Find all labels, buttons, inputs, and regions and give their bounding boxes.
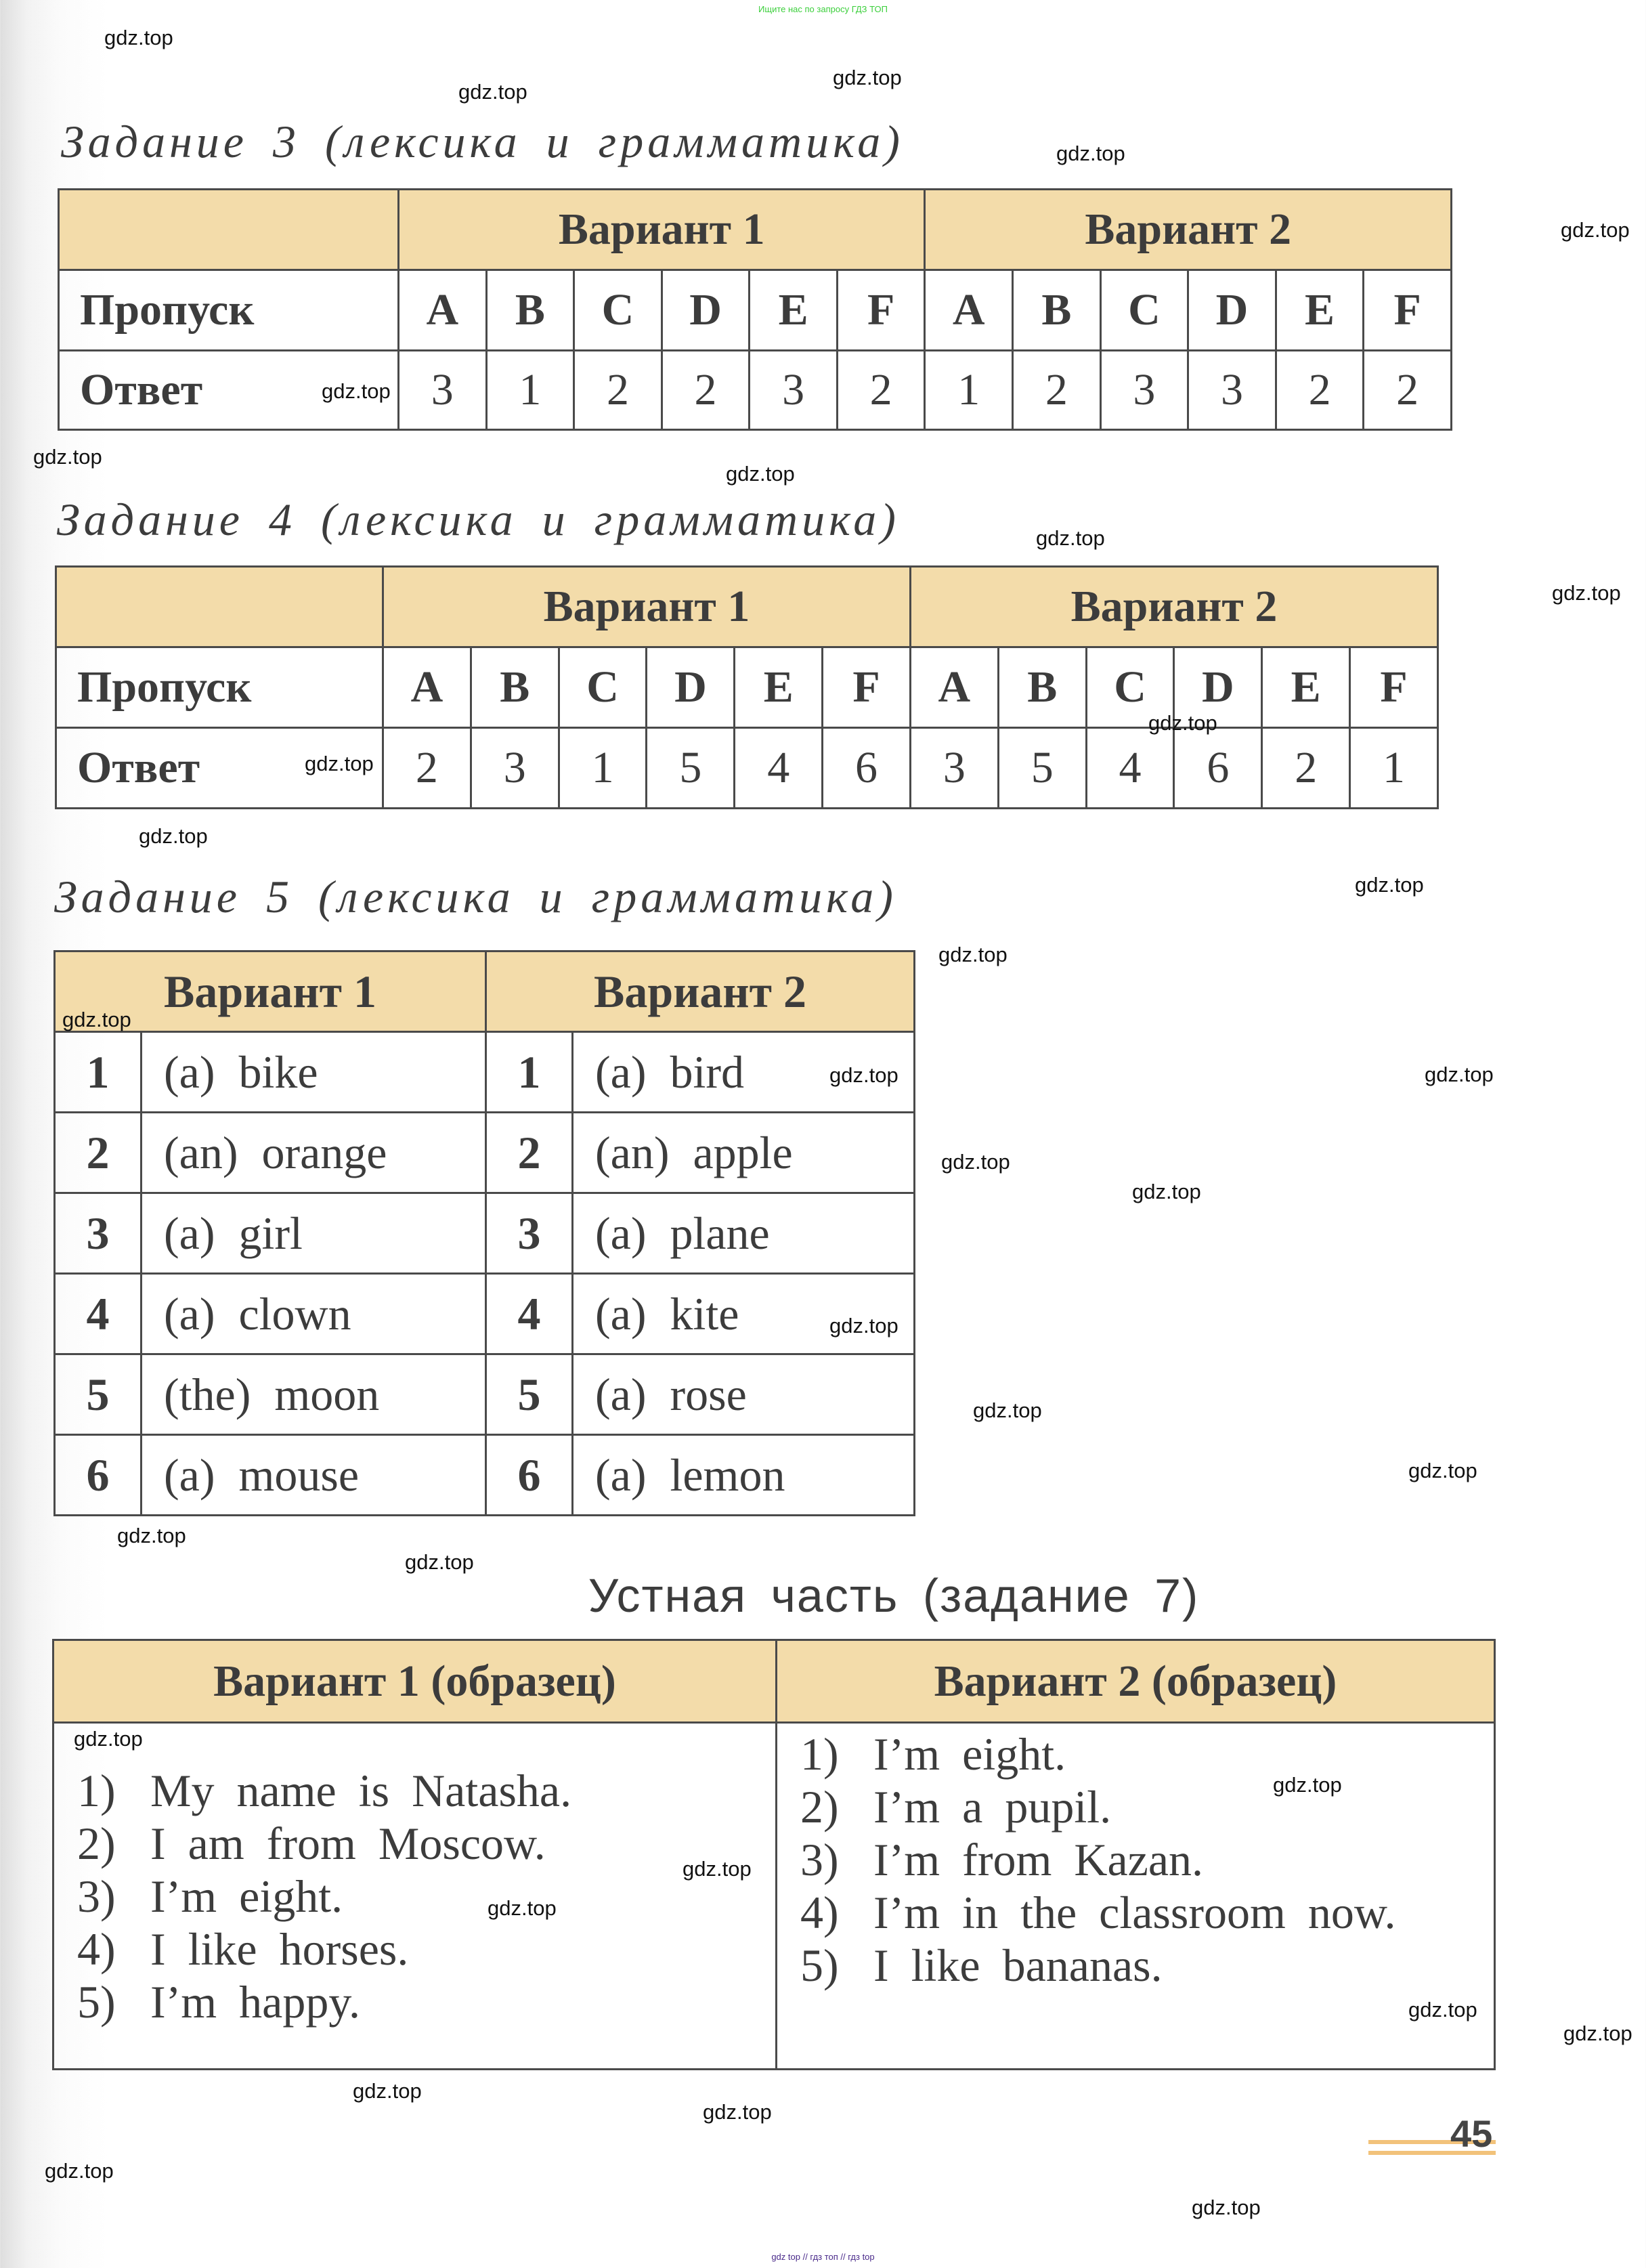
sample-line — [800, 1939, 1494, 1992]
watermark: gdz.top — [1273, 1773, 1342, 1797]
answer-cell: 5 — [998, 728, 1086, 809]
answer-cell: 3 — [1100, 351, 1188, 430]
variant1-header: Вариант 1 — [399, 190, 925, 270]
sample-line — [77, 1923, 775, 1975]
answer-cell: (an) apple — [573, 1113, 915, 1193]
item-number: 2 — [55, 1113, 142, 1193]
line-number: 5) — [77, 1976, 116, 2028]
answer-cell: (a) plane — [573, 1193, 915, 1274]
page-number: 45 — [1450, 2112, 1493, 2155]
answer-cell: 2 — [574, 351, 662, 430]
line-text: I’m eight. — [150, 1870, 343, 1922]
item-number: 3 — [486, 1193, 573, 1274]
answer-cell: 2 — [1013, 351, 1101, 430]
gap-cell: F — [823, 647, 911, 728]
answer-cell: 4 — [735, 728, 823, 809]
watermark: gdz.top — [74, 1727, 143, 1751]
item-number: 1 — [55, 1032, 142, 1113]
variant1-sample — [53, 1723, 777, 2070]
watermark: gdz.top — [1148, 711, 1217, 735]
watermark: gdz.top — [353, 2079, 422, 2103]
answer-cell: 3 — [471, 728, 559, 809]
answer-cell: 2 — [837, 351, 925, 430]
answer-cell: (an) orange — [142, 1113, 486, 1193]
empty-header-cell — [56, 567, 383, 647]
bottom-banner: gdz top // гдз топ // гдз top — [771, 2252, 875, 2262]
task5-table — [53, 950, 915, 1516]
variant2-header: Вариант 2 (образец) — [777, 1640, 1495, 1723]
gap-cell: F — [837, 270, 925, 351]
watermark: gdz.top — [405, 1550, 474, 1574]
watermark: gdz.top — [1132, 1180, 1201, 1203]
answer-cell: (a) mouse — [142, 1435, 486, 1516]
line-number: 3) — [800, 1834, 839, 1885]
sample-line — [77, 1975, 775, 2028]
answer-cell: (the) moon — [142, 1354, 486, 1435]
gap-cell: D — [1174, 647, 1262, 728]
watermark: gdz.top — [703, 2100, 772, 2124]
task5-heading: Задание 5 (лексика и грамматика) — [54, 871, 897, 922]
watermark: gdz.top — [1192, 2196, 1261, 2219]
gap-cell: D — [662, 270, 750, 351]
gap-cell: C — [1100, 270, 1188, 351]
item-number: 1 — [486, 1032, 573, 1113]
watermark: gdz.top — [117, 1524, 186, 1547]
gap-cell: C — [574, 270, 662, 351]
line-text: I’m a pupil. — [873, 1781, 1112, 1833]
item-number: 6 — [55, 1435, 142, 1516]
variant1-header: Вариант 1 — [55, 951, 486, 1032]
variant1-header: Вариант 1 (образец) — [53, 1640, 777, 1723]
watermark: gdz.top — [305, 752, 374, 775]
sample-line — [800, 1728, 1494, 1780]
gap-cell: A — [910, 647, 998, 728]
gap-cell: A — [399, 270, 487, 351]
gap-cell: B — [998, 647, 1086, 728]
watermark: gdz.top — [726, 462, 795, 486]
answer-cell: 3 — [1188, 351, 1276, 430]
watermark: gdz.top — [1408, 1998, 1477, 2021]
task4-table — [55, 565, 1439, 809]
answer-cell: 1 — [486, 351, 574, 430]
answer-cell: 6 — [1174, 728, 1262, 809]
line-text: My name is Natasha. — [150, 1765, 572, 1816]
gap-cell: E — [735, 647, 823, 728]
oral-table — [52, 1639, 1496, 2070]
task4-heading: Задание 4 (лексика и грамматика) — [57, 494, 900, 545]
watermark: gdz.top — [33, 445, 102, 469]
watermark: gdz.top — [973, 1398, 1042, 1422]
gap-cell: A — [925, 270, 1013, 351]
watermark: gdz.top — [488, 1896, 557, 1920]
variant2-header: Вариант 2 — [925, 190, 1452, 270]
watermark: gdz.top — [139, 824, 208, 848]
gap-cell: C — [1086, 647, 1174, 728]
watermark: gdz.top — [1355, 873, 1424, 897]
watermark: gdz.top — [104, 26, 173, 49]
sample-line — [800, 1780, 1494, 1833]
variant2-header: Вариант 2 — [486, 951, 915, 1032]
line-text: I’m happy. — [150, 1976, 360, 2028]
top-banner: Ищите нас по запросу ГДЗ ТОП — [758, 4, 888, 14]
watermark: gdz.top — [938, 943, 1008, 966]
watermark: gdz.top — [1552, 581, 1621, 605]
sample-line — [77, 1870, 775, 1923]
item-number: 5 — [55, 1354, 142, 1435]
answer-cell: 1 — [925, 351, 1013, 430]
gap-cell: D — [1188, 270, 1276, 351]
answer-cell: 1 — [1350, 728, 1438, 809]
answer-cell: 6 — [823, 728, 911, 809]
answer-cell: (a) girl — [142, 1193, 486, 1274]
sample-line — [77, 1764, 775, 1817]
watermark: gdz.top — [829, 1063, 898, 1087]
line-text: I like bananas. — [873, 1940, 1163, 1991]
gap-cell: F — [1350, 647, 1438, 728]
line-number: 2) — [77, 1818, 116, 1869]
answer-cell: 2 — [662, 351, 750, 430]
watermark: gdz.top — [829, 1314, 898, 1338]
variant2-header: Вариант 2 — [910, 567, 1437, 647]
answer-cell: 2 — [1276, 351, 1364, 430]
sample-line — [77, 1817, 775, 1870]
item-number: 3 — [55, 1193, 142, 1274]
gap-cell: B — [471, 647, 559, 728]
task3-table — [58, 188, 1452, 431]
task3-heading: Задание 3 (лексика и грамматика) — [61, 116, 904, 167]
watermark: gdz.top — [1561, 218, 1630, 242]
gap-cell: C — [559, 647, 647, 728]
oral-heading: Устная часть (задание 7) — [588, 1569, 1200, 1622]
answer-label: Ответ — [59, 351, 399, 430]
variant1-header: Вариант 1 — [383, 567, 911, 647]
answer-label: Ответ — [56, 728, 383, 809]
line-number: 1) — [77, 1765, 116, 1816]
sample-line — [800, 1886, 1494, 1939]
watermark: gdz.top — [1036, 526, 1105, 550]
line-text: I am from Moscow. — [150, 1818, 546, 1869]
watermark: gdz.top — [1425, 1063, 1494, 1086]
line-number: 4) — [77, 1923, 116, 1975]
line-text: I’m eight. — [873, 1728, 1066, 1780]
item-number: 4 — [486, 1274, 573, 1354]
gap-label: Пропуск — [56, 647, 383, 728]
gap-cell: B — [1013, 270, 1101, 351]
watermark: gdz.top — [62, 1008, 131, 1031]
answer-cell: 2 — [1364, 351, 1452, 430]
line-text: I like horses. — [150, 1923, 409, 1975]
line-number: 3) — [77, 1870, 116, 1922]
watermark: gdz.top — [458, 80, 527, 104]
empty-header-cell — [59, 190, 399, 270]
answer-cell: (a) kite — [573, 1274, 915, 1354]
line-number: 2) — [800, 1781, 839, 1833]
answer-cell: (a) clown — [142, 1274, 486, 1354]
gap-cell: F — [1364, 270, 1452, 351]
gap-cell: E — [750, 270, 838, 351]
gap-cell: E — [1262, 647, 1350, 728]
answer-cell: 1 — [559, 728, 647, 809]
item-number: 5 — [486, 1354, 573, 1435]
watermark: gdz.top — [45, 2159, 114, 2183]
gap-cell: B — [486, 270, 574, 351]
answer-cell: 3 — [399, 351, 487, 430]
sample-line — [800, 1833, 1494, 1886]
line-text: I’m in the classroom now. — [873, 1887, 1396, 1938]
watermark: gdz.top — [1056, 142, 1125, 165]
item-number: 4 — [55, 1274, 142, 1354]
answer-cell: 5 — [647, 728, 735, 809]
watermark: gdz.top — [1563, 2021, 1632, 2045]
answer-cell: 2 — [1262, 728, 1350, 809]
variant2-sample — [777, 1723, 1495, 2070]
answer-cell: 2 — [383, 728, 471, 809]
watermark: gdz.top — [833, 66, 902, 89]
answer-cell: (a) bike — [142, 1032, 486, 1113]
answer-cell: 4 — [1086, 728, 1174, 809]
item-number: 2 — [486, 1113, 573, 1193]
gap-cell: D — [647, 647, 735, 728]
line-number: 4) — [800, 1887, 839, 1938]
gap-cell: A — [383, 647, 471, 728]
watermark: gdz.top — [1408, 1459, 1477, 1482]
line-number: 1) — [800, 1728, 839, 1780]
line-number: 5) — [800, 1940, 839, 1991]
line-text: I’m from Kazan. — [873, 1834, 1204, 1885]
watermark: gdz.top — [941, 1150, 1010, 1174]
answer-cell: 3 — [750, 351, 838, 430]
answer-cell: (a) lemon — [573, 1435, 915, 1516]
answer-cell: (a) bird — [573, 1032, 915, 1113]
watermark: gdz.top — [322, 379, 391, 403]
gap-label: Пропуск — [59, 270, 399, 351]
answer-cell: (a) rose — [573, 1354, 915, 1435]
item-number: 6 — [486, 1435, 573, 1516]
watermark: gdz.top — [683, 1857, 752, 1881]
answer-cell: 3 — [910, 728, 998, 809]
gap-cell: E — [1276, 270, 1364, 351]
